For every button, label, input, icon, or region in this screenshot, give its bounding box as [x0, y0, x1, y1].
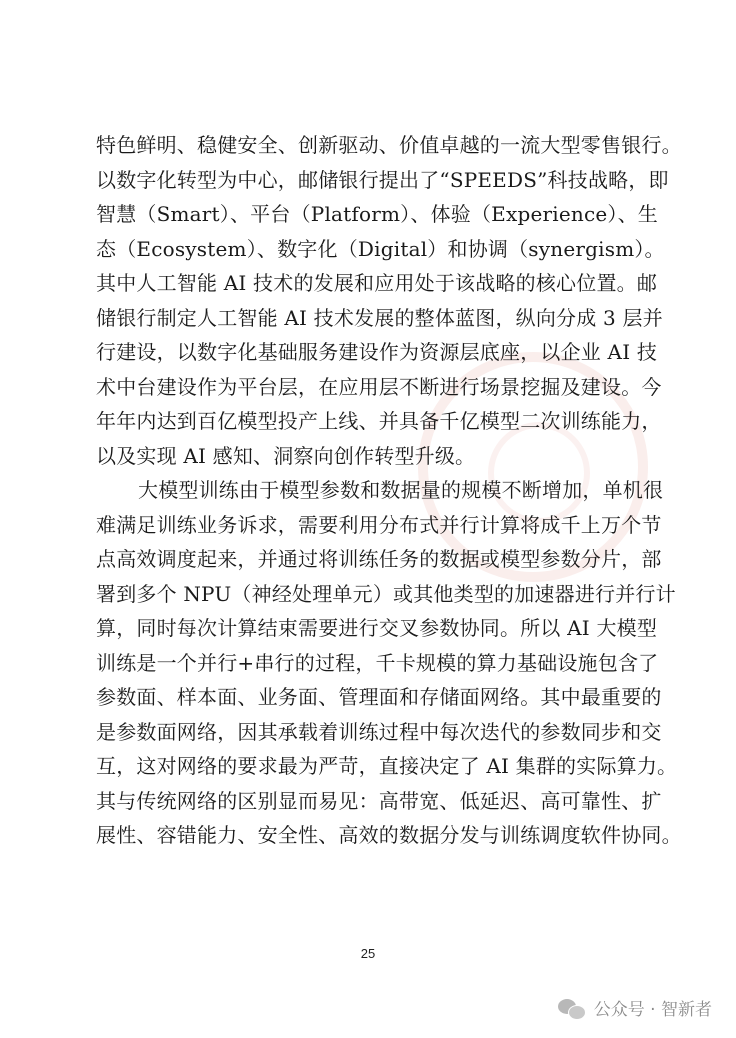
- text-line: 其中人工智能 AI 技术的发展和应用处于该战略的核心位置。邮: [96, 271, 658, 295]
- text-line: 难满足训练业务诉求，需要利用分布式并行计算将成千上万个节: [96, 512, 662, 537]
- paragraph-2: [96, 473, 682, 853]
- page-number: 25: [360, 946, 376, 961]
- text-line: 年年内达到百亿模型投产上线、并具备千亿模型二次训练能力，: [96, 409, 662, 433]
- source-attribution: [558, 995, 712, 1020]
- text-line: 以及实现 AI 感知、洞察向创作转型升级。: [96, 443, 476, 468]
- text-line: 储银行制定人工智能 AI 技术发展的整体蓝图，纵向分成 3 层并: [96, 305, 663, 330]
- body-text: [96, 128, 682, 853]
- text-line: 特色鲜明、稳健安全、创新驱动、价值卓越的一流大型零售银行。: [96, 133, 682, 157]
- text-line: 点高效调度起来，并通过将训练任务的数据或模型参数分片，部: [96, 547, 662, 571]
- text-line: 互，这对网络的要求最为严苛，直接决定了 AI 集群的实际算力。: [96, 754, 678, 778]
- text-line: 以数字化转型为中心，邮储银行提出了“SPEEDS”科技战略，即: [96, 167, 669, 192]
- text-line: 算，同时每次计算结束需要进行交叉参数协同。所以 AI 大模型: [96, 616, 658, 640]
- text-line: 术中台建设作为平台层，在应用层不断进行场景挖掘及建设。今: [96, 374, 662, 399]
- text-line: 行建设，以数字化基础服务建设作为资源层底座，以企业 AI 技: [96, 340, 658, 364]
- text-line: 态（Ecosystem）、数字化（Digital）和协调（synergism）。: [96, 236, 665, 261]
- text-line: 是参数面网络，因其承载着训练过程中每次迭代的参数同步和交: [96, 719, 662, 744]
- text-line: 训练是一个并行+串行的过程，千卡规模的算力基础设施包含了: [96, 650, 659, 675]
- wechat-icon: [558, 997, 586, 1019]
- paragraph-1: [96, 128, 682, 473]
- text-line: 参数面、样本面、业务面、管理面和存储面网络。其中最重要的: [96, 685, 662, 709]
- source-label: 公众号 · 智新者: [593, 1000, 712, 1020]
- text-line: 展性、容错能力、安全性、高效的数据分发与训练调度软件协同。: [96, 823, 682, 847]
- text-line: 智慧（Smart）、平台（Platform）、体验（Experience）、生: [96, 202, 658, 226]
- text-line: 其与传统网络的区别显而易见：高带宽、低延迟、高可靠性、扩: [96, 788, 662, 813]
- text-line: 署到多个 NPU（神经处理单元）或其他类型的加速器进行并行计: [96, 581, 676, 606]
- text-line: 大模型训练由于模型参数和数据量的规模不断增加，单机很: [138, 478, 664, 502]
